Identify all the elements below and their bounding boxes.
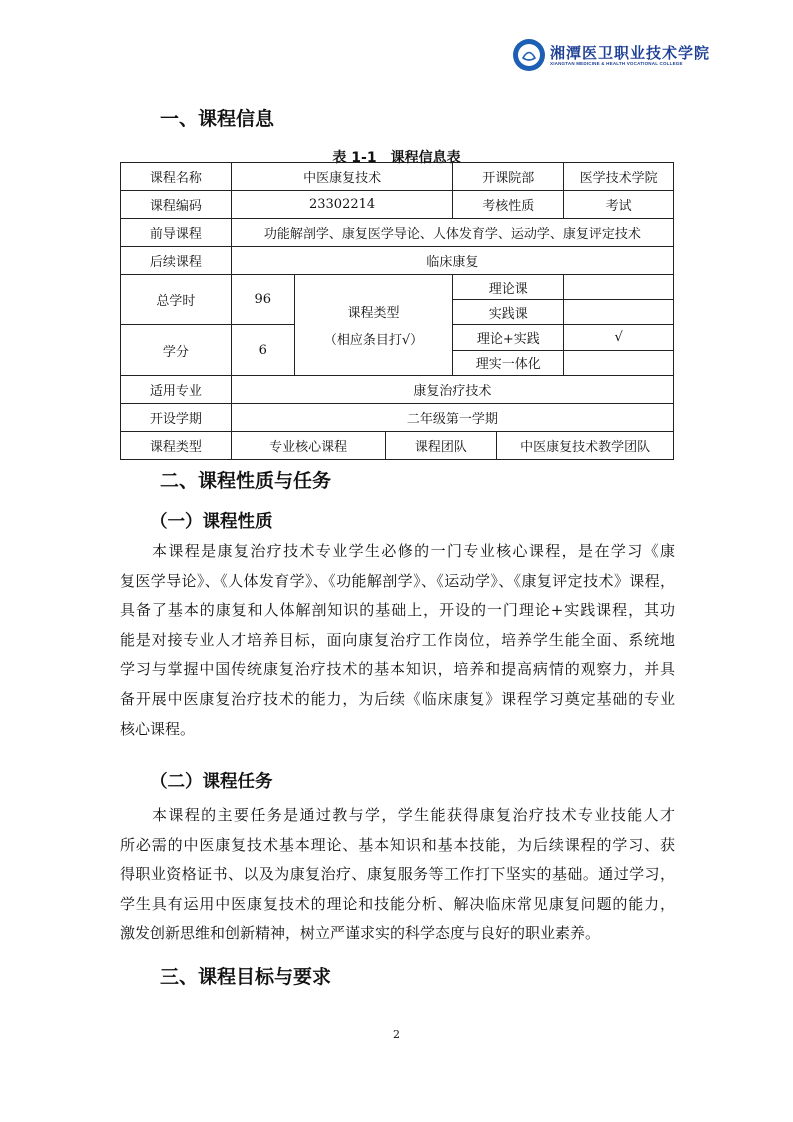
college-logo [512,38,710,72]
section-title: 三、课程目标与要求 [160,966,332,988]
paragraph-line: 学习与掌握中国传统康复治疗技术的基本知识，培养和提高病情的观察力，并具 [120,660,675,679]
paragraph-line: 激发创新思维和创新精神，树立严谨求实的科学态度与良好的职业素养。 [120,924,601,943]
table-caption: 表 1-1 课程信息表 [332,150,461,166]
college-emblem-icon [512,38,546,72]
paragraph-line: 所必需的中医康复技术基本理论、基本知识和基本技能，为后续课程的学习、获 [120,835,675,854]
label-major: 适用专业 [121,375,232,403]
paragraph-line: 本课程是康复治疗技术专业学生必修的一门专业核心课程，是在学习《康 [152,542,675,560]
ctype: 专业核心课程 [231,431,385,459]
label-follow: 后续课程 [121,247,232,275]
paragraph-line: 得职业资格证书、以及为康复治疗、康复服务等工作打下坚实的基础。通过学习， [120,865,675,884]
label-assess: 考核性质 [453,191,564,219]
paragraph-line: 学生具有运用中医康复技术的理论和技能分析、解决临床常见康复问题的能力， [120,894,675,913]
section-title: 二、课程性质与任务 [160,470,332,492]
label-dept: 开课院部 [453,163,564,191]
course-code: 23302214 [231,191,453,219]
course-name: 中医康复技术 [231,163,453,191]
label-course-name: 课程名称 [121,163,232,191]
label-credit: 学分 [121,325,232,375]
paragraph-line: 复医学导论》、《人体发育学》、《功能解剖学》、《运动学》、《康复评定技术》课程， [120,571,675,590]
label-code: 课程编码 [121,191,232,219]
term: 二年级第一学期 [231,403,673,431]
logo-name: 湘潭医卫职业技术学院 [550,43,711,62]
paragraph-line: 能是对接专业人才培养目标，面向康复治疗工作岗位，培养学生能全面、系统地 [120,630,675,649]
paragraph-line: 本课程的主要任务是通过教与学，学生能获得康复治疗技术专业技能人才 [152,806,675,824]
hours: 96 [231,275,294,325]
team: 中医康复技术教学团队 [497,431,674,459]
paragraph-line: 具备了基本的康复和人体解剖知识的基础上，开设的一门理论+实践课程，其功 [120,601,675,620]
assess: 考试 [564,191,674,219]
label-term: 开设学期 [121,403,232,431]
type-note: （相应条目打√） [323,332,424,348]
type-option: 理实一体化 [453,350,564,375]
type-mark [564,275,674,300]
label-type: 课程类型 [347,305,400,321]
type-option: 实践课 [453,300,564,325]
section-title: 一、课程信息 [160,108,275,130]
type-mark: √ [564,325,674,350]
page-number: 2 [393,1028,400,1041]
type-option: 理论+实践 [453,325,564,350]
type-cell [294,275,453,376]
course-info-table [120,162,674,460]
dept: 医学技术学院 [564,163,674,191]
logo-english: XIANGTAN MEDICINE & HEALTH VOCATIONAL COLLEGE [550,60,683,66]
prereq: 功能解剖学、康复医学导论、人体发育学、运动学、康复评定技术 [231,219,673,247]
type-mark [564,350,674,375]
paragraph-nature [120,537,675,744]
label-ctype: 课程类型 [121,431,232,459]
credit: 6 [231,325,294,375]
major: 康复治疗技术 [231,375,673,403]
label-hours: 总学时 [121,275,232,325]
paragraph-line: 备开展中医康复治疗技术的能力，为后续《临床康复》课程学习奠定基础的专业 [120,689,675,708]
follow: 临床康复 [231,247,673,275]
subsection-title: （二）课程任务 [150,772,273,792]
subsection-title: （一）课程性质 [150,512,273,532]
type-option: 理论课 [453,275,564,300]
type-mark [564,300,674,325]
paragraph-line: 核心课程。 [120,719,196,738]
paragraph-task [120,801,675,949]
label-prereq: 前导课程 [121,219,232,247]
label-team: 课程团队 [385,431,497,459]
